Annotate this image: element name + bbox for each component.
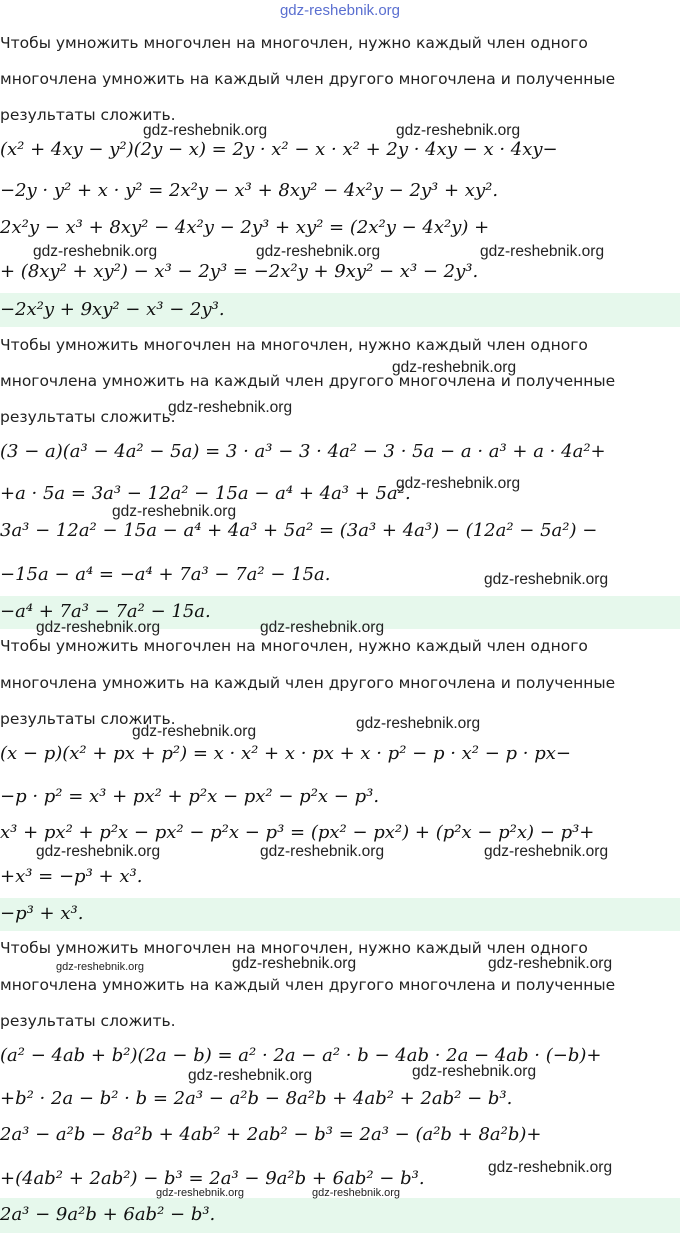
watermark-text: gdz-reshebnik.org (33, 243, 158, 260)
answer-box-4 (0, 1198, 680, 1233)
math-line: (x² + 4xy − y²)(2y − x) = 2y · x² − x · x² + 2y · 4xy − x · 4xy− (0, 139, 558, 160)
intro-line: результаты сложить. (0, 106, 176, 124)
answer-box-3 (0, 898, 680, 931)
watermark-text: gdz-reshebnik.org (188, 1067, 313, 1084)
intro-line: многочлена умножить на каждый член другого многочлена и полученные (0, 976, 616, 994)
watermark-text: gdz-reshebnik.org (36, 619, 161, 636)
math-line: 2a³ − a²b − 8a²b + 4ab² + 2ab² − b³ = 2a³ − (a²b + 8a²b)+ (0, 1124, 542, 1145)
watermark-text: gdz-reshebnik.org (260, 619, 385, 636)
watermark-text: gdz-reshebnik.org (356, 715, 481, 732)
watermark-text: gdz-reshebnik.org (56, 961, 145, 973)
math-line: 3a³ − 12a² − 15a − a⁴ + 4a³ + 5a² = (3a³ + 4a³) − (12a² − 5a²) − (0, 520, 598, 541)
watermark-text: gdz-reshebnik.org (168, 399, 293, 416)
answer-text: −p³ + x³. (0, 903, 84, 924)
math-line: 2x²y − x³ + 8xy² − 4x²y − 2y³ + xy² = (2x²y − 4x²y) + (0, 217, 490, 238)
math-line: (x − p)(x² + px + p²) = x · x² + x · px + x · p² − p · x² − p · px− (0, 743, 571, 764)
math-line: −15a − a⁴ = −a⁴ + 7a³ − 7a² − 15a. (0, 564, 331, 585)
answer-text: −2x²y + 9xy² − x³ − 2y³. (0, 299, 225, 320)
math-line: −2y · y² + x · y² = 2x²y − x³ + 8xy² − 4x²y − 2y³ + xy². (0, 180, 499, 201)
watermark-text: gdz-reshebnik.org (112, 503, 237, 520)
intro-line: многочлена умножить на каждый член другого многочлена и полученные (0, 70, 616, 88)
watermark-text: gdz-reshebnik.org (484, 843, 609, 860)
intro-line: многочлена умножить на каждый член другого многочлена и полученные (0, 674, 616, 692)
intro-line: результаты сложить. (0, 408, 176, 426)
watermark-text: gdz-reshebnik.org (256, 243, 381, 260)
intro-line: Чтобы умножить многочлен на многочлен, нужно каждый член одного (0, 336, 588, 354)
watermark-text: gdz-reshebnik.org (396, 475, 521, 492)
intro-line: Чтобы умножить многочлен на многочлен, нужно каждый член одного (0, 34, 588, 52)
math-line: + (8xy² + xy²) − x³ − 2y³ = −2x²y + 9xy² − x³ − 2y³. (0, 261, 479, 282)
math-line: −p · p² = x³ + px² + p²x − px² − p²x − p³. (0, 786, 380, 807)
watermark-text: gdz-reshebnik.org (392, 359, 517, 376)
watermark-text: gdz-reshebnik.org (396, 122, 521, 139)
watermark-text: gdz-reshebnik.org (412, 1063, 537, 1080)
math-line: +a · 5a = 3a³ − 12a² − 15a − a⁴ + 4a³ + 5a². (0, 483, 411, 504)
intro-line: многочлена умножить на каждый член другого многочлена и полученные (0, 372, 616, 390)
intro-line: результаты сложить. (0, 1012, 176, 1030)
watermark-text: gdz-reshebnik.org (156, 1187, 245, 1199)
watermark-text: gdz-reshebnik.org (484, 571, 609, 588)
header-watermark: gdz-reshebnik.org (279, 2, 401, 19)
intro-line: результаты сложить. (0, 710, 176, 728)
watermark-text: gdz-reshebnik.org (312, 1187, 401, 1199)
math-line: (3 − a)(a³ − 4a² − 5a) = 3 · a³ − 3 · 4a² − 3 · 5a − a · a³ + a · 4a²+ (0, 441, 606, 462)
watermark-text: gdz-reshebnik.org (480, 243, 605, 260)
watermark-text: gdz-reshebnik.org (36, 843, 161, 860)
answer-box-1 (0, 293, 680, 327)
watermark-text: gdz-reshebnik.org (260, 843, 385, 860)
watermark-text: gdz-reshebnik.org (488, 1159, 613, 1176)
answer-text: 2a³ − 9a²b + 6ab² − b³. (0, 1204, 216, 1225)
answer-text: −a⁴ + 7a³ − 7a² − 15a. (0, 601, 211, 622)
math-line: (a² − 4ab + b²)(2a − b) = a² · 2a − a² · b − 4ab · 2a − 4ab · (−b)+ (0, 1045, 602, 1066)
math-line: +(4ab² + 2ab²) − b³ = 2a³ − 9a²b + 6ab² − b³. (0, 1168, 425, 1189)
math-line: +b² · 2a − b² · b = 2a³ − a²b − 8a²b + 4ab² + 2ab² − b³. (0, 1088, 513, 1109)
math-line: +x³ = −p³ + x³. (0, 866, 143, 887)
intro-line: Чтобы умножить многочлен на многочлен, нужно каждый член одного (0, 637, 588, 655)
watermark-text: gdz-reshebnik.org (232, 955, 357, 972)
watermark-text: gdz-reshebnik.org (132, 723, 257, 740)
intro-line: Чтобы умножить многочлен на многочлен, нужно каждый член одного (0, 939, 588, 957)
watermark-text: gdz-reshebnik.org (488, 955, 613, 972)
watermark-text: gdz-reshebnik.org (143, 122, 268, 139)
math-line: x³ + px² + p²x − px² − p²x − p³ = (px² − px²) + (p²x − p²x) − p³+ (0, 822, 595, 843)
